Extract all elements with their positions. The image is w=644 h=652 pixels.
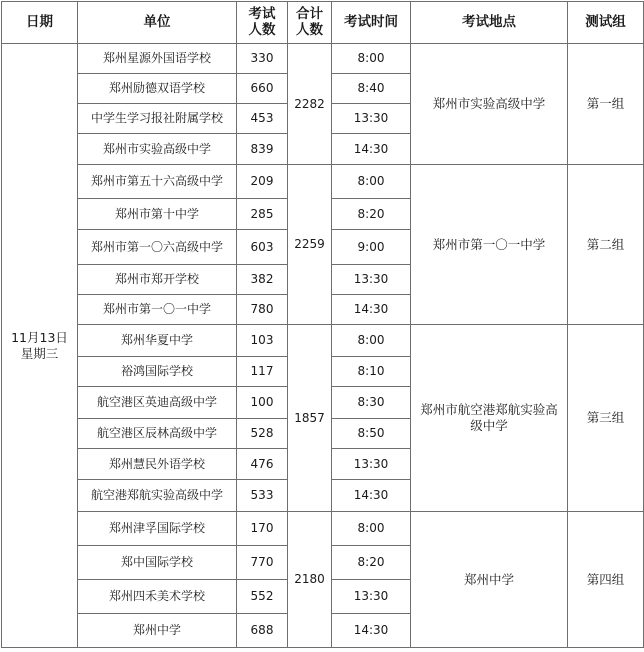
header-unit: 单位	[78, 2, 237, 44]
count-cell: 528	[237, 419, 288, 449]
school-cell: 裕鸿国际学校	[78, 357, 237, 387]
count-cell: 100	[237, 387, 288, 419]
header-date: 日期	[2, 2, 78, 44]
count-cell: 770	[237, 546, 288, 580]
table-row	[2, 512, 644, 546]
school-cell: 航空港区英迪高级中学	[78, 387, 237, 419]
time-cell: 8:30	[332, 387, 411, 419]
header-total-line-2: 人数	[296, 21, 323, 38]
time-cell: 13:30	[332, 580, 411, 614]
time-cell: 8:00	[332, 512, 411, 546]
total-cell: 2259	[288, 165, 332, 325]
time-cell: 14:30	[332, 134, 411, 165]
school-cell: 郑州慧民外语学校	[78, 449, 237, 480]
time-cell: 8:20	[332, 546, 411, 580]
school-cell: 郑州市实验高级中学	[78, 134, 237, 165]
count-cell: 117	[237, 357, 288, 387]
table-row	[2, 165, 644, 199]
location-cell: 郑州市航空港郑航实验高级中学	[411, 325, 568, 512]
total-cell: 2282	[288, 44, 332, 165]
time-cell: 14:30	[332, 614, 411, 648]
header-group: 测试组	[568, 2, 644, 44]
count-cell: 103	[237, 325, 288, 357]
school-cell: 郑州市第十中学	[78, 199, 237, 230]
time-cell: 8:00	[332, 44, 411, 74]
school-cell: 郑州市郑开学校	[78, 265, 237, 295]
time-cell: 13:30	[332, 265, 411, 295]
time-cell: 9:00	[332, 230, 411, 265]
total-cell: 2180	[288, 512, 332, 648]
group-cell: 第三组	[568, 325, 644, 512]
time-cell: 8:20	[332, 199, 411, 230]
total-cell: 1857	[288, 325, 332, 512]
group-cell: 第四组	[568, 512, 644, 648]
header-count	[237, 2, 288, 44]
table-row	[2, 44, 644, 74]
weekday-line: 星期三	[20, 345, 59, 361]
time-cell: 13:30	[332, 449, 411, 480]
header-count-line-2: 人数	[248, 21, 276, 38]
school-cell: 郑州华夏中学	[78, 325, 237, 357]
group-cell: 第一组	[568, 44, 644, 165]
count-cell: 170	[237, 512, 288, 546]
time-cell: 8:40	[332, 74, 411, 104]
time-cell: 13:30	[332, 104, 411, 134]
school-cell: 郑中国际学校	[78, 546, 237, 580]
school-cell: 郑州津孚国际学校	[78, 512, 237, 546]
header-count-line-1: 考试	[248, 5, 276, 22]
location-cell: 郑州市实验高级中学	[411, 44, 568, 165]
school-cell: 航空港郑航实验高级中学	[78, 480, 237, 512]
count-cell: 552	[237, 580, 288, 614]
count-cell: 603	[237, 230, 288, 265]
time-cell: 8:10	[332, 357, 411, 387]
count-cell: 330	[237, 44, 288, 74]
school-cell: 中学生学习报社附属学校	[78, 104, 237, 134]
school-cell: 郑州四禾美术学校	[78, 580, 237, 614]
time-cell: 8:00	[332, 325, 411, 357]
count-cell: 688	[237, 614, 288, 648]
table-body	[2, 44, 644, 648]
location-cell: 郑州市第一〇一中学	[411, 165, 568, 325]
school-cell: 郑州中学	[78, 614, 237, 648]
header-time: 考试时间	[332, 2, 411, 44]
school-cell: 郑州星源外国语学校	[78, 44, 237, 74]
exam-schedule-table	[1, 1, 644, 648]
school-cell: 郑州市第五十六高级中学	[78, 165, 237, 199]
count-cell: 382	[237, 265, 288, 295]
group-cell: 第二组	[568, 165, 644, 325]
header-row	[2, 2, 644, 44]
header-total	[288, 2, 332, 44]
school-cell: 郑州励德双语学校	[78, 74, 237, 104]
time-cell: 14:30	[332, 295, 411, 325]
count-cell: 660	[237, 74, 288, 104]
school-cell: 郑州市第一〇六高级中学	[78, 230, 237, 265]
school-cell: 郑州市第一〇一中学	[78, 295, 237, 325]
header-total-line-1: 合计	[296, 5, 323, 22]
time-cell: 14:30	[332, 480, 411, 512]
time-cell: 8:50	[332, 419, 411, 449]
header-location: 考试地点	[411, 2, 568, 44]
time-cell: 8:00	[332, 165, 411, 199]
count-cell: 476	[237, 449, 288, 480]
school-cell: 航空港区辰林高级中学	[78, 419, 237, 449]
count-cell: 285	[237, 199, 288, 230]
location-cell: 郑州中学	[411, 512, 568, 648]
count-cell: 453	[237, 104, 288, 134]
date-cell	[2, 44, 78, 648]
count-cell: 780	[237, 295, 288, 325]
date-line: 11月13日	[11, 329, 68, 345]
count-cell: 209	[237, 165, 288, 199]
count-cell: 839	[237, 134, 288, 165]
table-row	[2, 325, 644, 357]
count-cell: 533	[237, 480, 288, 512]
